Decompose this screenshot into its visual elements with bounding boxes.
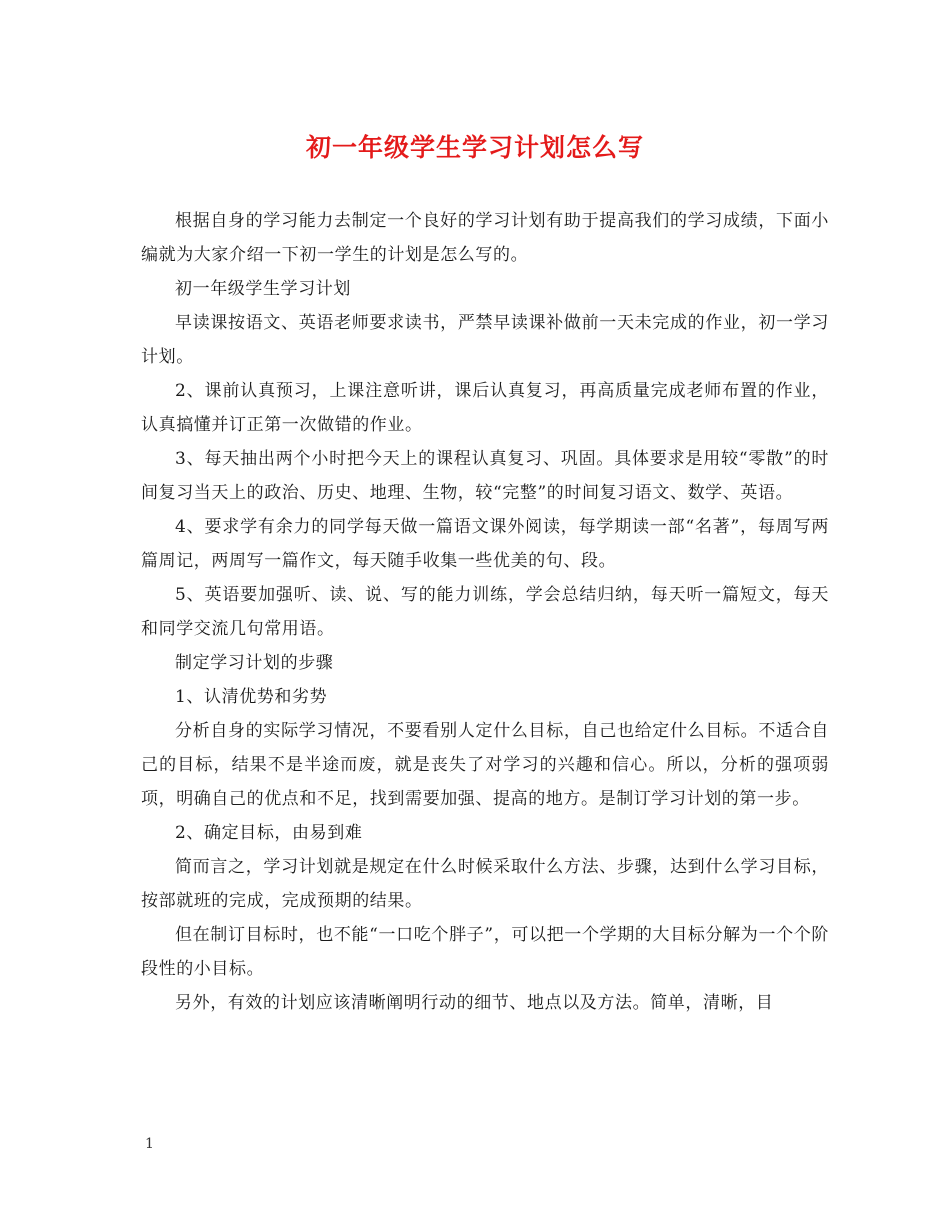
document-body <box>141 204 829 1020</box>
paragraph-plan-3: 3、每天抽出两个小时把今天上的课程认真复习、巩固。具体要求是用较“零散”的时间复习当天上的政治、历史、地理、生物，较“完整”的时间复习语文、数学、英语。 <box>141 449 829 503</box>
paragraph-intro: 根据自身的学习能力去制定一个良好的学习计划有助于提高我们的学习成绩，下面小编就为大家介绍一下初一学生的计划是怎么写的。 <box>141 211 829 265</box>
paragraph-plan-5: 5、英语要加强听、读、说、写的能力训练，学会总结归纳，每天听一篇短文，每天和同学交流几句常用语。 <box>141 585 829 639</box>
page-number: 1 <box>145 1136 154 1152</box>
section-heading-steps: 制定学习计划的步骤 <box>175 653 334 673</box>
paragraph-step-2b: 但在制订目标时，也不能“一口吃个胖子”，可以把一个学期的大目标分解为一个个阶段性的小目标。 <box>141 925 829 979</box>
paragraph-step-1: 分析自身的实际学习情况，不要看别人定什么目标，自己也给定什么目标。不适合自己的目标，结果不是半途而废，就是丧失了对学习的兴趣和信心。所以，分析的强项弱项，明确自己的优点和不足，找到需要加强、提高的地方。是制订学习计划的第一步。 <box>141 721 829 809</box>
paragraph-step-2c: 另外，有效的计划应该清晰阐明行动的细节、地点以及方法。简单，清晰，目 <box>175 993 774 1013</box>
section-heading-plan: 初一年级学生学习计划 <box>175 279 351 299</box>
step-heading-2: 2、确定目标，由易到难 <box>175 823 363 843</box>
paragraph-plan-4: 4、要求学有余力的同学每天做一篇语文课外阅读，每学期读一部“名著”，每周写两篇周记，两周写一篇作文，每天随手收集一些优美的句、段。 <box>141 517 829 571</box>
step-heading-1: 1、认清优势和劣势 <box>175 687 328 707</box>
paragraph-step-2a: 简而言之，学习计划就是规定在什么时候采取什么方法、步骤，达到什么学习目标，按部就班的完成，完成预期的结果。 <box>141 857 829 911</box>
paragraph-plan-1: 早读课按语文、英语老师要求读书，严禁早读课补做前一天未完成的作业，初一学习计划。 <box>141 313 829 367</box>
document-title: 初一年级学生学习计划怎么写 <box>305 133 644 162</box>
paragraph-plan-2: 2、课前认真预习，上课注意听讲，课后认真复习，再高质量完成老师布置的作业，认真搞懂并订正第一次做错的作业。 <box>141 381 829 435</box>
